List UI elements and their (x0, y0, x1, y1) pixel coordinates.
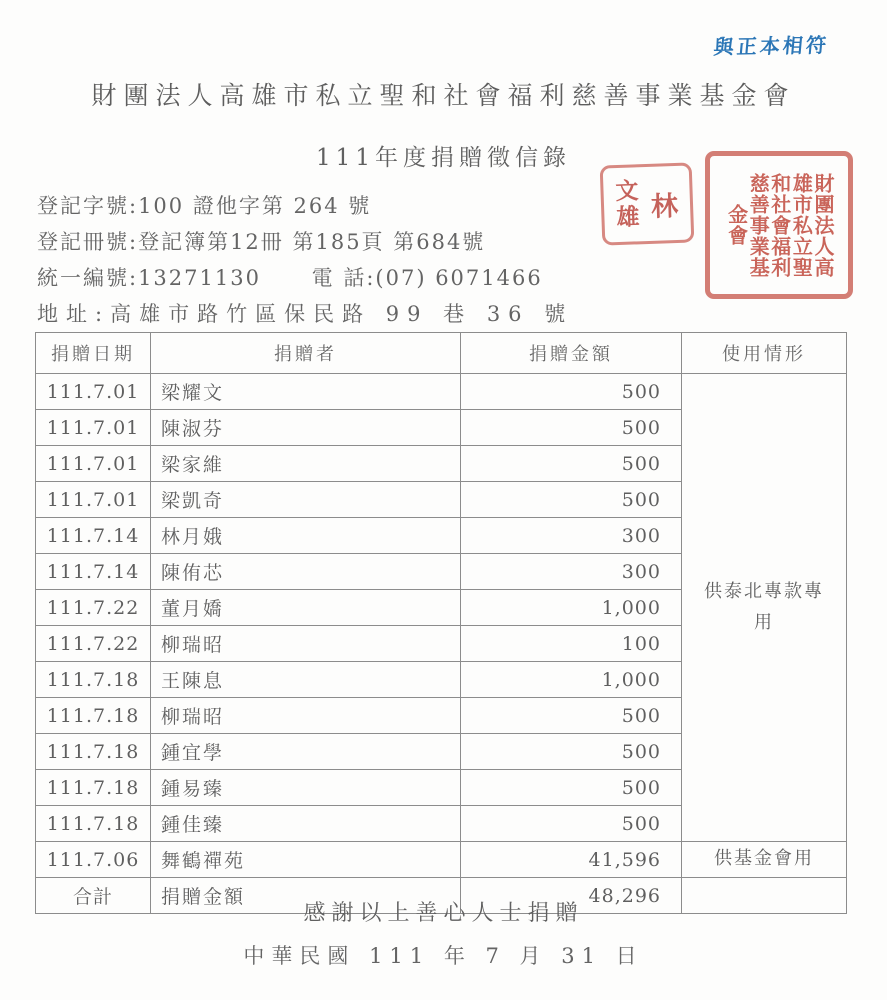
registration-info-block (37, 188, 573, 332)
donation-amount: 500 (461, 446, 682, 482)
donor-name: 陳淑芬 (151, 410, 461, 446)
registration-book-line: 登記冊號:登記簿第12冊 第185頁 第684號 (37, 230, 486, 254)
personal-name-seal (600, 162, 695, 245)
foundation-seal-text: 財團法人高雄市私立聖和社會福利慈善事業基金會 (724, 172, 835, 278)
donor-name: 柳瑞昭 (151, 626, 461, 662)
donor-name: 鍾佳臻 (151, 806, 461, 842)
donation-date: 111.7.01 (36, 374, 151, 410)
donation-amount: 500 (461, 410, 682, 446)
donor-name: 梁家維 (151, 446, 461, 482)
donation-date: 111.7.22 (36, 590, 151, 626)
donor-name: 鍾宜學 (151, 734, 461, 770)
donation-date: 111.7.18 (36, 698, 151, 734)
table-row (36, 842, 847, 878)
donation-amount: 1,000 (461, 662, 682, 698)
donation-amount: 41,596 (461, 842, 682, 878)
taxid-phone-line (37, 260, 573, 296)
col-header-donation-date: 捐贈日期 (36, 333, 151, 374)
thanks-line: 感謝以上善心人士捐贈 (303, 901, 584, 926)
republic-date-line: 中華民國 111 年 7 月 31 日 (243, 944, 644, 968)
donation-amount: 1,000 (461, 590, 682, 626)
donation-date: 111.7.22 (36, 626, 151, 662)
donation-date: 111.7.01 (36, 482, 151, 518)
donor-name: 王陳息 (151, 662, 461, 698)
donation-amount: 500 (461, 698, 682, 734)
donation-table (35, 332, 847, 914)
personal-seal-right-column: 林 (650, 190, 679, 223)
donation-amount: 500 (461, 734, 682, 770)
table-row (36, 374, 847, 410)
donor-name: 梁凱奇 (151, 482, 461, 518)
col-header-donor: 捐贈者 (151, 333, 461, 374)
table-header-row (36, 333, 847, 374)
donor-name: 梁耀文 (151, 374, 461, 410)
usage-merged-cell: 供泰北專款專用 (682, 374, 847, 842)
total-description: 捐贈金額 (151, 878, 461, 914)
donation-date: 111.7.18 (36, 734, 151, 770)
personal-seal-left-column: 文雄 (615, 176, 640, 232)
donation-table-body (36, 374, 847, 914)
donor-name: 董月嬌 (151, 590, 461, 626)
col-header-amount: 捐贈金額 (461, 333, 682, 374)
donation-amount: 100 (461, 626, 682, 662)
donation-amount: 500 (461, 806, 682, 842)
donation-amount: 500 (461, 482, 682, 518)
donation-date: 111.7.01 (36, 410, 151, 446)
donor-name: 鍾易臻 (151, 770, 461, 806)
donation-amount: 300 (461, 554, 682, 590)
total-label: 合計 (36, 878, 151, 914)
phone-number: 電 話:(07) 6071466 (311, 266, 543, 290)
donation-date: 111.7.18 (36, 662, 151, 698)
donation-date: 111.7.01 (36, 446, 151, 482)
registration-number-line: 登記字號:100 證他字第 264 號 (37, 194, 372, 218)
donor-name: 林月娥 (151, 518, 461, 554)
donation-date: 111.7.14 (36, 518, 151, 554)
donation-amount: 500 (461, 770, 682, 806)
donor-name: 舞鶴禪苑 (151, 842, 461, 878)
donation-amount: 300 (461, 518, 682, 554)
certified-copy-stamp: 與正本相符 (712, 32, 831, 60)
donation-date: 111.7.18 (36, 770, 151, 806)
address-line: 地址:高雄市路竹區保民路 99 巷 36 號 (37, 302, 574, 326)
document-subtitle: 111年度捐贈徵信錄 (316, 145, 571, 171)
total-amount: 48,296 (461, 878, 682, 914)
donation-date: 111.7.18 (36, 806, 151, 842)
donor-name: 柳瑞昭 (151, 698, 461, 734)
donation-amount: 500 (461, 374, 682, 410)
foundation-seal (705, 151, 853, 299)
foundation-title: 財團法人高雄市私立聖和社會福利慈善事業基金會 (91, 81, 796, 110)
donor-name: 陳侑芯 (151, 554, 461, 590)
usage-cell: 供基金會用 (682, 842, 847, 878)
donation-date: 111.7.06 (36, 842, 151, 878)
col-header-usage: 使用情形 (682, 333, 847, 374)
donation-date: 111.7.14 (36, 554, 151, 590)
unified-number: 統一編號:13271130 (37, 266, 261, 290)
